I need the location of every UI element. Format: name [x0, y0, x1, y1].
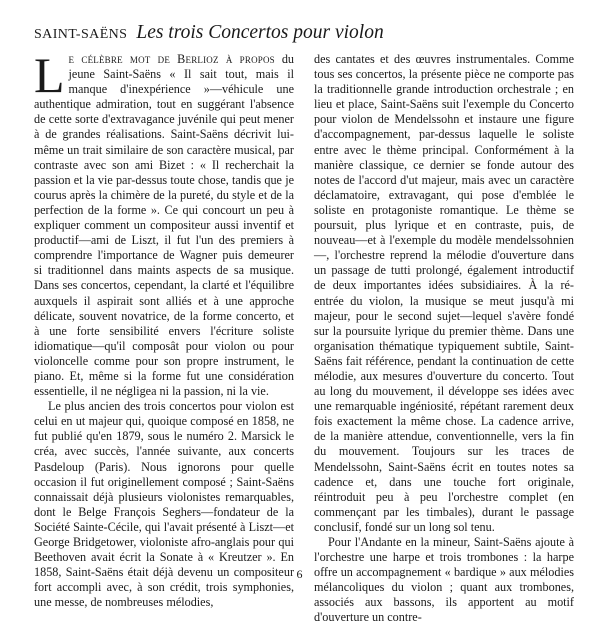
composer-name: SAINT-SAËNS [34, 27, 128, 42]
right-column [314, 52, 574, 626]
drop-cap: L [34, 47, 65, 103]
paragraph: des cantates et des œuvres instrumentales. Comme tous ses concertos, la présente pièce ne comporte pas la traditionnelle grande introduction orchestrale ; en lieu et place, Saint-Saëns suit l'exemple du Concerto pour violon de Mendelssohn et instaure une figure d'accompagnement, par-dessus laquelle le soliste entre avec le thème principal. Conformément à la manière classique, ce dernier se fonde autour des notes de l'accord d'ut majeur, mais avec un caractère déclamatoire, extravagant, qui pose d'emblée le soliste en protagoniste romantique. Le thème se poursuit, plus lyrique et en contraste, puis, de nouveau—et à l'exemple du modèle mendelssohnien—, l'orchestre reprend la mélodie d'ouverture dans un passage de tutti prolongé, également introductif de deux importantes idées subsidiaires. À la ré-entrée du violon, la musique se meut jusqu'à mi majeur, pour le second sujet—lequel s'avère fondé sur la poursuite lyrique du premier thème. Dans une organisation thématique typiquement subtile, Saint-Saëns fait référence, pendant la continuation de cette mélodie, aux mesures d'ouverture du concerto. Tout au long du mouvement, il développe ses idées avec une remarquable ingéniosité, répétant rarement deux fois exactement la même chose. La cadence arrive, de la manière attendue, conventionnelle, vers la fin du mouvement. Toujours sur les traces de Mendelssohn, Saint-Saëns écrit en toutes notes sa cadence et, dans une touche fort originale, réintroduit peu à peu l'orchestre complet (en commençant par les timbales), durant le passage conclusif, fondé sur un long sol tenu. [314, 52, 574, 534]
paragraph-text: du jeune Saint-Saëns « Il sait tout, mais il manque d'inexpérience »—véhicule une authentique admiration, tout en suggérant l'absence de cette sorte d'extravagance juvénile qui peut mener à de grandes réalisations. Saint-Saëns décrivit lui-même un trait similaire de son caractère musical, par contraste avec son ami Bizet : « Il recherchait la passion et la vie par-dessus toute chose, tandis que je courus après la chimère de la pureté, du style et de la perfection de la forme ». Ce qui concourt un peu à expliquer comment un compositeur aussi inventif et productif—ami de Liszt, il fut l'un des premiers à comprendre l'importance de Wagner puis demeurer si traditionnel dans maints aspects de sa musique. Dans ses concertos, cependant, la clarté et l'équilibre auxquels il aspirait sont alliés et à une approche délicate, souvent novatrice, de la forme concerto, et à une forte sensibilité envers l'écriture soliste idiomatique—qu'il composât pour violon ou pour violoncelle comme pour son propre instrument, le piano. Et, même si la forme fut une considération essentielle, il ne négligea ni la passion, ni la vie. [34, 52, 295, 399]
paragraph [34, 47, 295, 399]
paragraph: Pour l'Andante en la mineur, Saint-Saëns ajoute à l'orchestre une harpe et trois trombones : la harpe offre un accompagnement « bardique » aux mélodies mélancoliques du violon ; quant aux trombones, associés aux bassons, ils apportent au motif d'ouverture un contre- [314, 535, 574, 625]
paragraph: Le plus ancien des trois concertos pour violon est celui en ut majeur qui, quoique composé en 1858, ne fut publié qu'en 1879, sous le numéro 2. Marsick le créa, avec succès, l'année suivante, aux concerts Pasdeloup (Paris). Nous ignorons pour quelle occasion il fut originellement composé ; Saint-Saëns connaissait déjà plusieurs violonistes remarquables, dont le Belge François Seghers—fondateur de la Société Sainte-Cécile, qui l'avait présenté à Liszt—et George Bridgetower, violoniste afro-anglais pour qui Beethoven avait écrit la Sonate à « Kreutzer ». En 1858, Saint-Saëns était déjà devenu un compositeur fort accompli avec, à son crédit, trois symphonies, une messe, de nombreuses mélodies, [34, 399, 294, 610]
lead-in-smallcaps: e célèbre mot de Berlioz à propos [68, 52, 275, 66]
page-header [34, 22, 384, 44]
article-title: Les trois Concertos pour violon [136, 22, 384, 43]
left-column [34, 47, 295, 610]
page-number: 6 [296, 567, 303, 581]
